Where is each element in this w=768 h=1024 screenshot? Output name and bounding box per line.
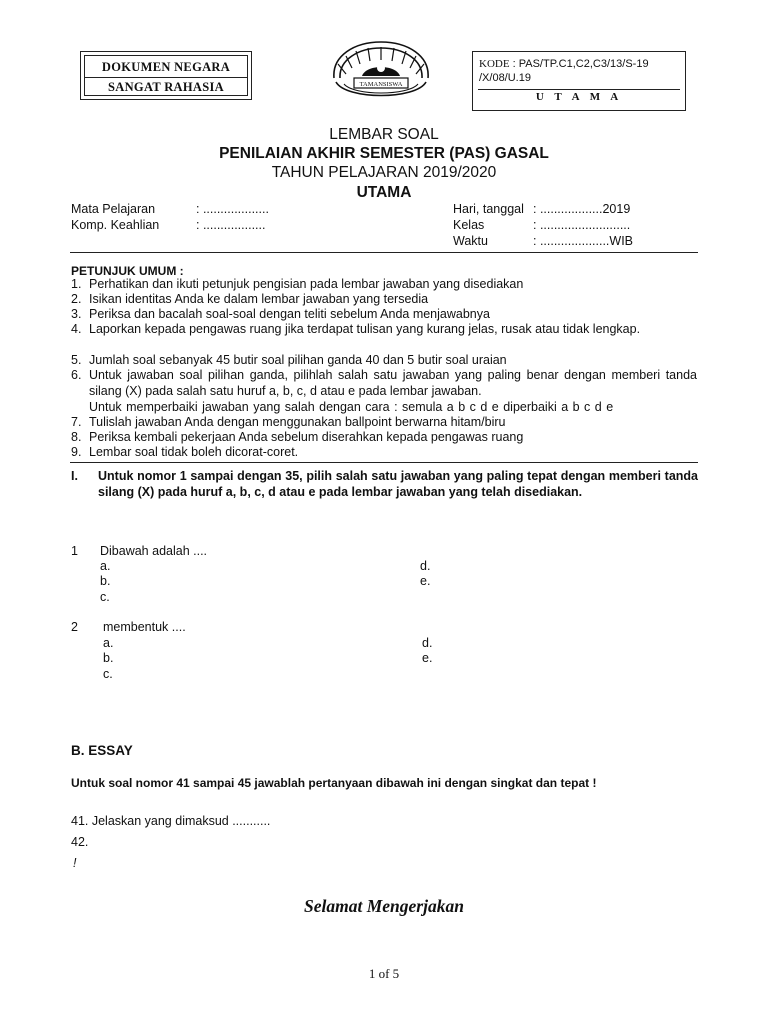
petunjuk-item [71,292,697,308]
classification-box [80,51,252,100]
option-b: b. [100,574,111,588]
title-line3: TAHUN PELAJARAN 2019/2020 [271,164,497,181]
petunjuk-num: 6. [71,368,82,382]
section-1-instruction [71,468,698,518]
petunjuk-num: 5. [71,353,82,367]
essay-question-42: 42. [71,835,89,849]
classification-line1: DOKUMEN NEGARA [101,60,231,74]
question-number: 2 [71,620,78,634]
petunjuk-item [71,307,697,323]
question-number: 1 [71,544,78,558]
petunjuk-text: Tulislah jawaban Anda dengan menggunakan ballpoint berwarna hitam/biru [89,415,506,429]
question-stem: membentuk .... [103,620,186,634]
info-value-kelas: : .......................... [533,218,631,232]
section-1-num: I. [71,469,78,483]
info-label-mata-pelajaran: Mata Pelajaran [71,202,156,216]
petunjuk-text: Isikan identitas Anda ke dalam lembar jawaban yang tersedia [89,292,429,306]
info-value-komp-keahlian: : .................. [196,218,266,232]
option-d: d. [422,636,433,650]
petunjuk-text: Lembar soal tidak boleh dicorat-coret. [89,445,299,459]
petunjuk-item [71,400,697,416]
option-e: e. [422,651,433,665]
petunjuk-text: Untuk jawaban soal pilihan ganda, pilihlah salah satu jawaban yang paling benar dengan memberi tanda silang (X) pada salah satu huruf a, b, c, d atau e pada lembar jawaban. [89,368,697,398]
petunjuk-item [71,368,697,400]
info-value-waktu: : ....................WIB [533,234,634,248]
petunjuk-item [71,430,697,446]
info-label-kelas: Kelas [453,218,485,232]
info-value-hari-tanggal: : ..................2019 [533,202,631,216]
info-label-waktu: Waktu [453,234,488,248]
info-label-hari-tanggal: Hari, tanggal [453,202,524,216]
petunjuk-text: Perhatikan dan ikuti petunjuk pengisian pada lembar jawaban yang disediakan [89,277,524,291]
petunjuk-item [71,445,697,461]
petunjuk-text: Periksa kembali pekerjaan Anda sebelum diserahkan kepada pengawas ruang [89,430,524,444]
option-b: b. [103,651,114,665]
petunjuk-item [71,322,697,354]
option-c: c. [100,590,110,604]
tamansiswa-logo [326,38,436,108]
essay-mark: ! [73,856,77,870]
divider-section [70,462,698,463]
petunjuk-text: Jumlah soal sebanyak 45 butir soal pilihan ganda 40 dan 5 butir soal uraian [89,353,507,367]
petunjuk-item [71,277,697,293]
kode-text [479,57,679,85]
kode-box [472,51,686,111]
petunjuk-num: 3. [71,307,82,321]
essay-heading: B. ESSAY [71,743,133,758]
info-label-komp-keahlian: Komp. Keahlian [71,218,160,232]
section-1-text: Untuk nomor 1 sampai dengan 35, pilih salah satu jawaban yang paling tepat dengan memberi tanda silang (X) pada huruf a, b, c, d atau e pada lembar jawaban yang telah disediakan. [98,469,698,499]
option-d: d. [420,559,431,573]
petunjuk-num: 4. [71,322,82,336]
closing-text: Selamat Mengerjakan [304,896,464,916]
option-a: a. [100,559,111,573]
petunjuk-item [71,353,697,369]
question-stem: Dibawah adalah .... [100,544,208,558]
petunjuk-text: Periksa dan bacalah soal-soal dengan teliti sebelum Anda menjawabnya [89,307,490,321]
info-value-mata-pelajaran: : ................... [196,202,269,216]
petunjuk-num: 1. [71,277,82,291]
title-line2: PENILAIAN AKHIR SEMESTER (PAS) GASAL [219,145,549,162]
petunjuk-num: 2. [71,292,82,306]
classification-line2: SANGAT RAHASIA [108,80,224,94]
petunjuk-num: 9. [71,445,82,459]
option-e: e. [420,574,431,588]
option-a: a. [103,636,114,650]
petunjuk-text: Laporkan kepada pengawas ruang jika terdapat tulisan yang kurang jelas, rusak atau tidak lengkap. [89,322,641,336]
essay-question-41: 41. Jelaskan yang dimaksud ........... [71,814,271,828]
petunjuk-heading: PETUNJUK UMUM : [71,264,184,278]
essay-instruction: Untuk soal nomor 41 sampai 45 jawablah pertanyaan dibawah ini dengan singkat dan tepat ! [71,776,597,790]
title-line4: UTAMA [356,184,412,201]
petunjuk-text: Untuk memperbaiki jawaban yang salah dengan cara : semula a b c d e diperbaiki a b c d e [89,400,614,414]
kode-type: U T A M A [535,91,623,103]
kode-label: KODE [479,58,510,70]
option-c: c. [103,667,113,681]
kode-value: : PAS/TP.C1,C2,C3/13/S-19 /X/08/U.19 [479,58,649,84]
title-line1: LEMBAR SOAL [329,126,439,143]
petunjuk-num: 8. [71,430,82,444]
divider-top [70,252,698,253]
logo-text: TAMANSISWA [359,81,403,88]
page-number: 1 of 5 [368,966,400,981]
petunjuk-item [71,415,697,431]
petunjuk-num: 7. [71,415,82,429]
